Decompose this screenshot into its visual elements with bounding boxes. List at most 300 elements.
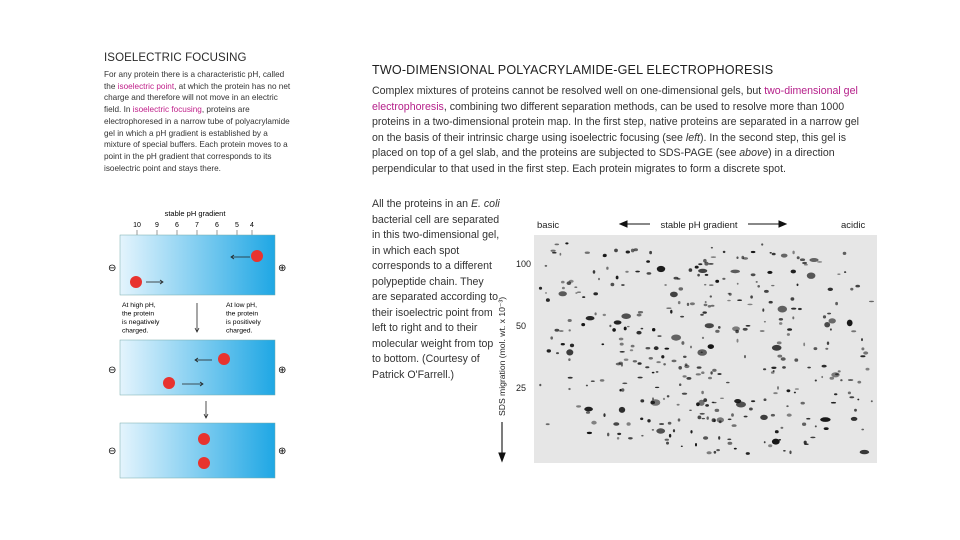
protein-spot xyxy=(705,301,707,303)
protein-spot xyxy=(847,320,853,327)
protein-spot xyxy=(734,448,737,450)
basic-label: basic xyxy=(537,220,560,231)
protein-spot xyxy=(620,343,624,346)
gel-figure-caption xyxy=(372,197,500,383)
protein-spot xyxy=(631,345,635,348)
protein-spot xyxy=(704,284,706,286)
protein-spot xyxy=(652,372,655,374)
protein-spot xyxy=(792,251,794,255)
protein-spot xyxy=(570,344,574,348)
protein-spot xyxy=(562,287,565,290)
protein-spot xyxy=(777,355,782,358)
protein-spot xyxy=(700,413,705,415)
protein-spot xyxy=(712,418,716,422)
protein-moving-left xyxy=(218,353,230,365)
protein-spot xyxy=(806,418,810,420)
protein-spot xyxy=(545,265,548,267)
protein-spot xyxy=(710,295,712,297)
protein-spot xyxy=(769,301,773,304)
protein-spot xyxy=(646,347,651,349)
protein-spot xyxy=(609,325,611,328)
protein-spot xyxy=(804,264,808,266)
protein-spot xyxy=(646,260,650,263)
isoelectric-focusing-diagram xyxy=(100,205,300,480)
protein-spot xyxy=(794,392,796,394)
protein-spot xyxy=(777,341,782,344)
diagram-gradient-label: stable pH gradient xyxy=(164,209,226,218)
protein-spot xyxy=(787,389,791,392)
protein-spot xyxy=(794,358,798,361)
protein-spot xyxy=(756,281,758,283)
protein-spot xyxy=(797,256,800,259)
protein-spot xyxy=(607,433,609,437)
protein-spot xyxy=(614,249,618,253)
protein-spot xyxy=(772,253,776,256)
protein-spot xyxy=(683,356,687,358)
protein-spot xyxy=(861,347,864,350)
two-d-gel-title: TWO-DIMENSIONAL POLYACRYLAMIDE-GEL ELECTROPHORESIS xyxy=(372,63,774,77)
protein-spot xyxy=(698,400,704,406)
protein-spot xyxy=(716,449,720,451)
protein-spot xyxy=(566,349,573,355)
protein-spot xyxy=(840,379,842,381)
protein-spot xyxy=(722,278,725,280)
text-run: For any protein there is a characteristic pH, called the xyxy=(104,70,285,91)
protein-spot xyxy=(801,402,805,405)
gel-gradient-label: stable pH gradient xyxy=(660,220,738,231)
protein-spot xyxy=(714,451,717,454)
protein-spot xyxy=(778,306,787,313)
protein-spot xyxy=(551,250,556,252)
protein-spot xyxy=(657,335,661,336)
protein-spot xyxy=(652,429,654,431)
protein-spot xyxy=(628,437,633,439)
protein-spot xyxy=(671,335,681,341)
protein-spot xyxy=(798,308,802,310)
protein-spot xyxy=(678,301,681,304)
protein-spot xyxy=(792,316,794,319)
protein-spot xyxy=(743,328,748,331)
protein-spot xyxy=(791,308,796,310)
protein-spot xyxy=(711,256,716,258)
protein-spot xyxy=(737,283,739,285)
protein-spot xyxy=(736,402,746,408)
text-run: , at which the protein has no net charge and therefore will not move in an electric field. In xyxy=(104,81,291,115)
protein-spot xyxy=(869,301,874,302)
protein-spot xyxy=(574,286,577,288)
mw-tick-25: 25 xyxy=(516,383,527,393)
protein-spot xyxy=(683,375,687,377)
text-run: , combining two different separation methods, can be used to resolve more than 1000 proteins in a two-dimensional protein map. In the first step, native proteins are separated in a narrow gel on the basis of their intrinsic charge using isoelectric focusing (see xyxy=(372,100,859,144)
protein-spot xyxy=(561,343,565,345)
protein-spot xyxy=(764,441,766,443)
protein-spot xyxy=(667,395,670,397)
ph-tick: 6 xyxy=(215,222,219,229)
protein-spot xyxy=(585,252,590,254)
protein-spot xyxy=(659,423,664,425)
protein-spot xyxy=(737,339,739,343)
protein-spot xyxy=(708,263,713,265)
protein-spot xyxy=(827,342,829,345)
sds-axis-label: SDS migration (mol. wt. x 10⁻³) xyxy=(497,296,507,416)
protein-spot xyxy=(795,388,799,390)
protein-spot xyxy=(687,303,689,306)
protein-spot xyxy=(636,331,641,335)
protein-spot xyxy=(641,328,644,330)
protein-spot xyxy=(787,414,792,417)
protein-spot xyxy=(825,348,828,350)
protein-spot xyxy=(707,451,712,454)
protein-spot xyxy=(720,398,724,399)
protein-spot xyxy=(649,357,653,360)
protein-spot xyxy=(711,305,715,307)
protein-spot xyxy=(690,430,692,433)
protein-spot xyxy=(593,270,596,274)
protein-spot xyxy=(560,253,562,256)
protein-spot xyxy=(633,360,637,362)
protein-spot xyxy=(828,288,833,291)
protein-spot xyxy=(552,252,557,254)
protein-spot xyxy=(655,387,659,388)
protein-spot xyxy=(848,379,853,381)
protein-spot xyxy=(621,284,625,286)
protein-spot xyxy=(751,273,756,276)
protein-spot xyxy=(584,407,593,412)
protein-spot xyxy=(678,418,681,421)
protein-spot xyxy=(638,311,643,313)
protein-spot xyxy=(634,248,638,251)
protein-spot xyxy=(690,302,695,305)
protein-spot xyxy=(565,242,568,244)
protein-spot xyxy=(715,280,719,283)
protein-spot xyxy=(761,243,763,245)
protein-spot xyxy=(715,330,719,333)
protein-spot xyxy=(708,344,714,349)
protein-spot xyxy=(679,383,681,386)
protein-spot xyxy=(736,256,738,259)
mw-tick-100: 100 xyxy=(516,259,532,269)
protein-spot xyxy=(621,313,631,319)
protein-spot xyxy=(569,329,571,331)
plus-electrode-icon: ⊕ xyxy=(278,365,287,376)
protein-spot xyxy=(791,297,795,300)
protein-spot xyxy=(556,352,559,354)
protein-spot xyxy=(831,402,836,404)
protein-spot xyxy=(637,314,642,317)
protein-spot xyxy=(640,418,643,421)
protein-spot xyxy=(569,280,574,283)
protein-spot xyxy=(601,343,604,345)
protein-spot xyxy=(666,308,671,309)
protein-spot xyxy=(803,343,805,347)
protein-spot xyxy=(705,323,714,328)
gel-tube-3 xyxy=(120,423,275,478)
protein-spot xyxy=(696,373,701,375)
protein-spot xyxy=(771,367,776,369)
protein-spot xyxy=(791,270,796,274)
protein-spot xyxy=(729,293,732,296)
protein-spot xyxy=(559,291,567,296)
text-run: All the proteins in an xyxy=(372,198,471,210)
protein-spot xyxy=(638,362,642,365)
protein-spot xyxy=(844,271,846,273)
text-run: ). In the second step, this gel is placed on top of a gel slab, and the proteins are subjected to SDS-PAGE (see xyxy=(372,131,847,159)
protein-spot xyxy=(568,388,570,390)
protein-spot xyxy=(731,413,734,417)
protein-spot xyxy=(814,347,818,350)
gel-tube-2 xyxy=(120,340,275,395)
protein-spot xyxy=(771,414,775,417)
protein-spot xyxy=(773,392,777,394)
protein-spot xyxy=(681,341,684,345)
protein-spot xyxy=(708,377,712,380)
protein-spot xyxy=(698,263,702,265)
protein-spot xyxy=(861,338,863,341)
protein-spot xyxy=(827,313,831,315)
protein-spot xyxy=(770,252,772,254)
protein-spot xyxy=(712,369,716,372)
protein-spot xyxy=(672,360,677,363)
protein-spot xyxy=(831,372,839,377)
protein-spot xyxy=(743,257,748,260)
protein-spot xyxy=(591,421,596,425)
protein-spot xyxy=(568,319,572,322)
protein-spot xyxy=(735,330,739,333)
protein-spot xyxy=(781,427,784,429)
protein-spot xyxy=(751,251,756,253)
protein-spot xyxy=(611,283,615,287)
protein-spot xyxy=(855,285,860,288)
mw-tick-50: 50 xyxy=(516,321,527,331)
protein-spot xyxy=(705,404,709,407)
protein-spot xyxy=(698,269,707,273)
protein-spot xyxy=(679,287,684,290)
protein-spot xyxy=(718,326,721,329)
protein-spot xyxy=(593,292,598,295)
protein-spot xyxy=(820,417,830,422)
protein-spot xyxy=(686,377,691,380)
minus-electrode-icon: ⊖ xyxy=(108,263,117,274)
protein-spot xyxy=(587,432,592,434)
protein-spot xyxy=(616,363,621,366)
protein-spot xyxy=(649,251,652,254)
protein-spot xyxy=(779,322,782,325)
protein-spot xyxy=(835,302,838,305)
protein-spot xyxy=(857,381,861,384)
plus-electrode-icon: ⊕ xyxy=(278,263,287,274)
protein-spot xyxy=(781,357,786,361)
protein-spot xyxy=(711,247,713,249)
protein-spot xyxy=(851,417,858,421)
protein-focused xyxy=(198,457,210,469)
protein-spot xyxy=(719,420,722,423)
protein-spot xyxy=(822,365,827,368)
protein-spot xyxy=(777,386,779,390)
protein-spot xyxy=(730,270,740,274)
protein-spot xyxy=(546,298,550,302)
protein-spot xyxy=(823,315,826,318)
protein-spot xyxy=(747,304,752,306)
protein-spot xyxy=(781,254,788,258)
protein-spot xyxy=(690,346,692,349)
protein-spot xyxy=(762,308,764,311)
protein-spot xyxy=(681,446,683,447)
protein-spot xyxy=(705,274,709,276)
protein-spot xyxy=(704,304,708,307)
highlighted-term: two-dimensional gel electrophoresis xyxy=(372,85,858,113)
protein-spot xyxy=(768,444,772,447)
protein-spot xyxy=(800,258,805,261)
protein-spot xyxy=(744,416,748,418)
protein-spot xyxy=(591,380,595,382)
protein-spot xyxy=(697,349,707,356)
ph-tick: 4 xyxy=(250,222,254,229)
ph-tick: 10 xyxy=(133,222,141,229)
protein-spot xyxy=(866,368,870,371)
protein-spot xyxy=(638,377,643,379)
protein-spot xyxy=(624,359,629,361)
protein-spot xyxy=(824,322,830,327)
protein-spot xyxy=(652,328,655,331)
protein-spot xyxy=(772,439,780,445)
protein-spot xyxy=(547,349,551,352)
protein-spot xyxy=(700,314,704,316)
protein-spot xyxy=(616,276,619,280)
protein-spot xyxy=(775,430,779,433)
high-ph-note: At high pH, the protein is negatively charged. xyxy=(122,302,160,335)
protein-spot xyxy=(550,336,553,339)
protein-spot xyxy=(546,423,550,425)
protein-spot xyxy=(807,367,811,369)
low-ph-note: At low pH, the protein is positively charged. xyxy=(226,302,261,335)
protein-spot xyxy=(860,450,869,454)
protein-spot xyxy=(727,439,731,441)
protein-spot xyxy=(645,366,649,368)
protein-spot xyxy=(697,366,702,368)
protein-spot xyxy=(619,389,621,392)
protein-spot xyxy=(783,450,786,452)
protein-spot xyxy=(821,376,823,378)
protein-spot xyxy=(586,316,595,320)
protein-high-ph xyxy=(130,276,142,288)
ph-tick: 5 xyxy=(235,222,239,229)
protein-spot xyxy=(617,437,619,440)
protein-spot xyxy=(595,312,597,315)
protein-spot xyxy=(678,366,682,370)
protein-spot xyxy=(684,365,689,368)
protein-spot xyxy=(786,405,788,407)
ph-tick: 7 xyxy=(195,222,199,229)
protein-spot xyxy=(702,418,705,419)
protein-spot xyxy=(586,411,590,414)
protein-spot xyxy=(815,380,817,382)
protein-spot xyxy=(863,351,868,354)
protein-spot xyxy=(582,296,585,298)
protein-spot xyxy=(617,433,621,435)
ph-tick: 9 xyxy=(155,222,159,229)
two-d-gel-figure xyxy=(497,210,880,472)
protein-spot xyxy=(598,278,600,281)
protein-spot xyxy=(555,329,560,332)
protein-spot xyxy=(668,422,672,425)
protein-spot xyxy=(838,370,841,372)
isoelectric-focusing-paragraph xyxy=(104,69,294,174)
protein-spot xyxy=(789,451,791,455)
protein-spot xyxy=(710,371,712,374)
protein-spot xyxy=(764,321,766,323)
protein-spot xyxy=(625,271,628,273)
protein-spot xyxy=(837,274,840,275)
protein-spot xyxy=(689,410,692,411)
protein-spot xyxy=(744,355,746,358)
protein-spot xyxy=(575,292,577,294)
protein-spot xyxy=(757,285,760,288)
protein-spot xyxy=(708,305,711,308)
protein-spot xyxy=(695,266,699,269)
protein-spot xyxy=(698,416,702,420)
protein-spot xyxy=(663,398,665,400)
plus-electrode-icon: ⊕ xyxy=(278,446,287,457)
protein-spot xyxy=(630,349,633,351)
protein-spot xyxy=(539,384,541,387)
ph-tick-labels xyxy=(133,222,254,229)
highlighted-term: isoelectric point xyxy=(117,81,175,91)
protein-spot xyxy=(802,423,806,426)
protein-spot xyxy=(848,392,851,395)
protein-spot xyxy=(701,391,704,394)
text-run: above xyxy=(739,147,769,159)
protein-spot xyxy=(851,330,856,332)
text-run: bacterial cell are separated in this two-dimensional gel, in which each spot corresponds to a different polypeptide chain. They are separated according to their isoelectric point from left to right and to their molecular weight from top to bottom. (Courtesy of Patrick O'Farrell.) xyxy=(372,213,500,381)
protein-spot xyxy=(861,429,864,431)
gel-tube-1 xyxy=(120,235,275,295)
protein-spot xyxy=(619,338,624,341)
protein-spot xyxy=(603,254,607,257)
protein-spot xyxy=(656,361,660,363)
protein-spot xyxy=(854,409,857,412)
protein-spot xyxy=(682,393,687,395)
two-d-gel-paragraph xyxy=(372,84,872,177)
protein-spot xyxy=(824,427,829,430)
protein-spot xyxy=(545,292,547,293)
protein-spot xyxy=(802,262,807,264)
protein-spot xyxy=(703,311,707,313)
protein-spot xyxy=(815,425,817,427)
ph-tick: 6 xyxy=(175,222,179,229)
protein-spot xyxy=(559,330,564,332)
protein-spot xyxy=(764,398,767,401)
protein-spot xyxy=(746,452,750,455)
protein-spot xyxy=(650,401,655,404)
protein-spot xyxy=(640,399,644,402)
protein-moving-right xyxy=(163,377,175,389)
isoelectric-focusing-title: ISOELECTRIC FOCUSING xyxy=(104,52,247,64)
protein-spot xyxy=(600,379,605,382)
protein-spot xyxy=(622,383,627,385)
protein-spot xyxy=(612,328,616,332)
protein-spot xyxy=(727,300,731,302)
protein-spot xyxy=(624,327,627,331)
highlighted-term: isoelectric focusing xyxy=(132,105,202,115)
protein-spot xyxy=(843,252,847,255)
protein-spot xyxy=(555,244,560,246)
protein-spot xyxy=(664,284,667,286)
protein-spot xyxy=(669,434,671,438)
protein-spot xyxy=(606,267,608,270)
protein-spot xyxy=(665,439,669,441)
protein-spot xyxy=(804,443,809,445)
protein-spot xyxy=(817,261,822,263)
